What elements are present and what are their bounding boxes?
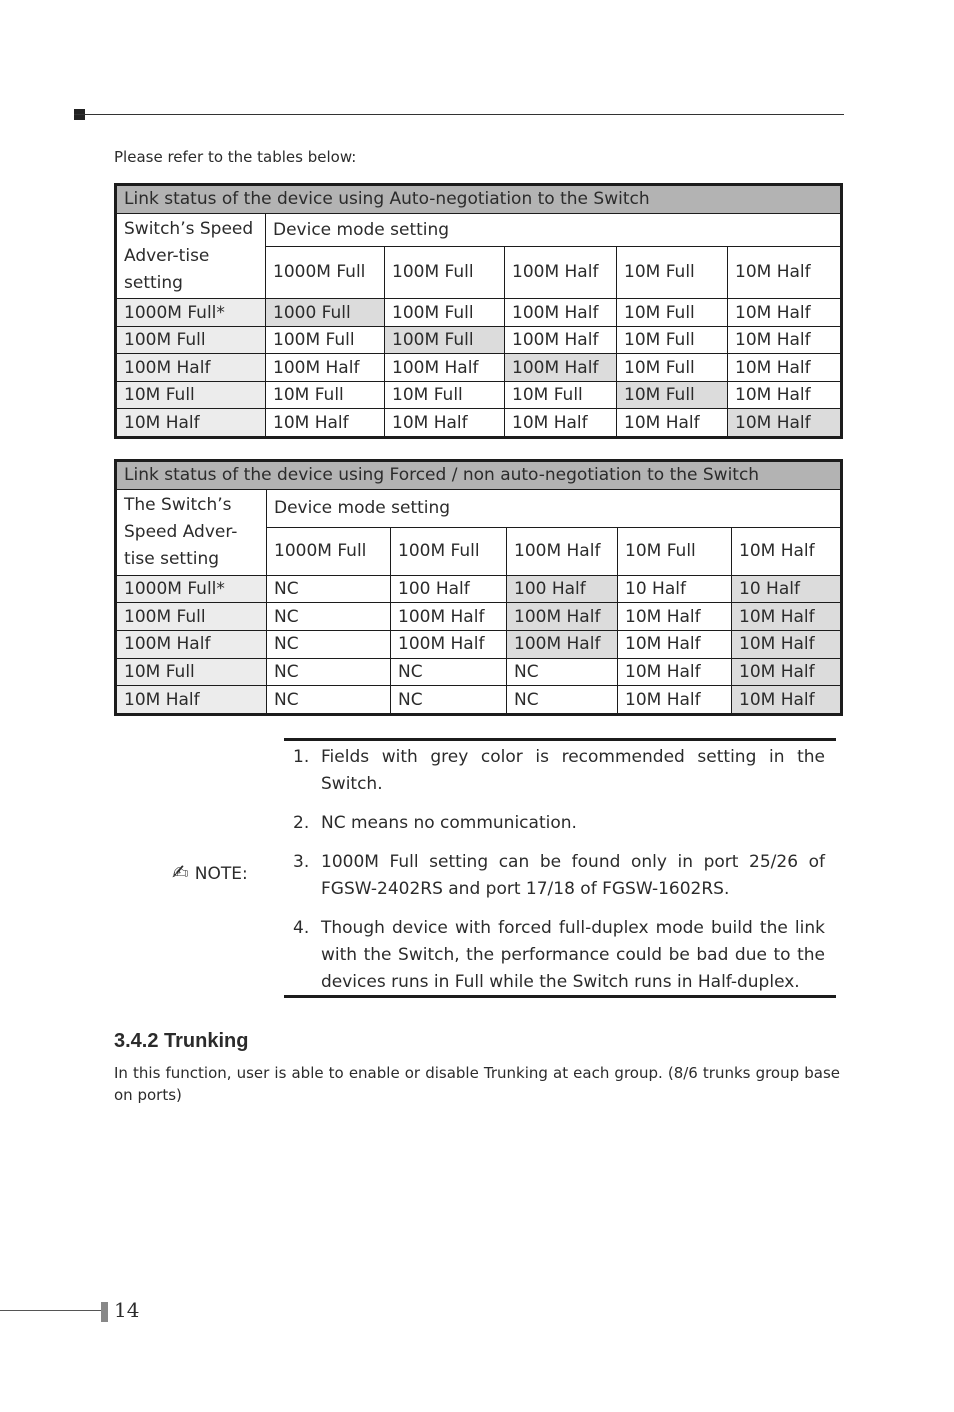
- note-item-number: 3.: [293, 852, 310, 872]
- forced-negotiation-table: [114, 459, 843, 716]
- column-header: 1000M Full: [267, 528, 391, 575]
- table-cell: NC: [267, 686, 391, 715]
- row-header: 1000M Full*: [116, 299, 266, 327]
- table-cell: 10M Full: [617, 354, 728, 382]
- note-item-number: 4.: [293, 918, 310, 938]
- table-cell: 10M Full: [266, 381, 385, 409]
- table-cell: 100M Full: [385, 299, 505, 327]
- column-header: 100M Full: [385, 246, 505, 299]
- list-item: [293, 915, 825, 996]
- table-cell: 10M Full: [505, 381, 617, 409]
- table-cell: 1000 Full: [266, 299, 385, 327]
- table-cell: NC: [507, 686, 618, 715]
- table-cell: 10M Half: [385, 409, 505, 438]
- table-cell: NC: [391, 658, 507, 686]
- note-item-text: Fields with grey color is recommended setting in the Switch.: [321, 747, 825, 794]
- table-cell: 10M Full: [617, 299, 728, 327]
- table-cell: 10M Full: [617, 381, 728, 409]
- note-list: [293, 744, 825, 1008]
- table-row: [116, 575, 842, 603]
- table-cell: 100M Half: [505, 299, 617, 327]
- device-mode-header: Device mode setting: [267, 489, 842, 528]
- note-label: [172, 860, 248, 884]
- row-header: 100M Full: [116, 326, 266, 354]
- table-cell: NC: [507, 658, 618, 686]
- row-header: 10M Half: [116, 686, 267, 715]
- table-cell: 100M Full: [266, 326, 385, 354]
- table-cell: 100M Half: [391, 603, 507, 631]
- table-row: [116, 630, 842, 658]
- table-cell: NC: [267, 658, 391, 686]
- table-cell: 10 Half: [732, 575, 842, 603]
- table-row: [116, 299, 842, 327]
- column-header: 100M Half: [507, 528, 618, 575]
- row-header: 100M Half: [116, 354, 266, 382]
- corner-header: The Switch’s Speed Adver-tise setting: [116, 489, 267, 575]
- note-bottom-rule: [284, 995, 836, 998]
- table-cell: NC: [267, 575, 391, 603]
- table-cell: 100M Half: [505, 326, 617, 354]
- table-row: [116, 326, 842, 354]
- page-number: 14: [114, 1298, 140, 1322]
- table-cell: 100 Half: [391, 575, 507, 603]
- table-cell: 100M Half: [385, 354, 505, 382]
- table-cell: 100M Half: [266, 354, 385, 382]
- list-item: [293, 810, 825, 837]
- table-cell: 10M Half: [732, 686, 842, 715]
- table-cell: 10M Half: [728, 409, 842, 438]
- column-header: 10M Half: [728, 246, 842, 299]
- row-header: 10M Half: [116, 409, 266, 438]
- note-top-rule: [284, 738, 836, 741]
- note-item-text: Though device with forced full-duplex mode build the link with the Switch, the performance could be bad due to the devices runs in Full while the Switch runs in Half-duplex.: [321, 918, 825, 992]
- table-cell: 10M Half: [505, 409, 617, 438]
- table-cell: 10M Half: [617, 409, 728, 438]
- table-cell: NC: [391, 686, 507, 715]
- table-cell: 10M Half: [732, 630, 842, 658]
- row-header: 10M Full: [116, 381, 266, 409]
- column-header: 10M Full: [617, 246, 728, 299]
- note-item-number: 2.: [293, 813, 310, 833]
- table-row: [116, 381, 842, 409]
- note-item-text: NC means no communication.: [321, 813, 577, 833]
- list-item: [293, 849, 825, 903]
- device-mode-header: Device mode setting: [266, 213, 842, 246]
- table-row: [116, 603, 842, 631]
- table-cell: 10M Half: [728, 326, 842, 354]
- table-cell: 10 Half: [618, 575, 732, 603]
- table-cell: 10M Full: [385, 381, 505, 409]
- list-item: [293, 744, 825, 798]
- table-cell: 10M Full: [617, 326, 728, 354]
- note-label-text: NOTE:: [194, 864, 248, 884]
- table-cell: 10M Half: [728, 299, 842, 327]
- corner-header: Switch’s Speed Adver-tise setting: [116, 213, 266, 299]
- table-title: Link status of the device using Forced / non auto-negotiation to the Switch: [116, 461, 842, 490]
- row-header: 1000M Full*: [116, 575, 267, 603]
- column-header: 1000M Full: [266, 246, 385, 299]
- row-header: 100M Half: [116, 630, 267, 658]
- pencil-note-icon: ✍: [172, 860, 189, 884]
- intro-text: Please refer to the tables below:: [114, 148, 357, 166]
- table-row: [116, 354, 842, 382]
- column-header: 100M Half: [505, 246, 617, 299]
- section-body: In this function, user is able to enable or disable Trunking at each group. (8/6 trunks group base on ports): [114, 1064, 840, 1104]
- table-cell: 100M Half: [507, 630, 618, 658]
- column-header: 10M Half: [732, 528, 842, 575]
- table-cell: NC: [267, 630, 391, 658]
- note-item-text: 1000M Full setting can be found only in port 25/26 of FGSW-2402RS and port 17/18 of FGSW-1602RS.: [321, 852, 825, 899]
- row-header: 100M Full: [116, 603, 267, 631]
- header-rule: [74, 114, 844, 115]
- footer-bar-marker: [101, 1302, 108, 1322]
- table-cell: 10M Half: [732, 658, 842, 686]
- table-title: Link status of the device using Auto-negotiation to the Switch: [116, 185, 842, 214]
- table-cell: 10M Half: [732, 603, 842, 631]
- table-cell: 10M Half: [618, 630, 732, 658]
- note-item-number: 1.: [293, 747, 310, 767]
- column-header: 10M Full: [618, 528, 732, 575]
- table-cell: 100M Half: [507, 603, 618, 631]
- table-row: [116, 409, 842, 438]
- table-cell: 10M Half: [618, 686, 732, 715]
- column-header: 100M Full: [391, 528, 507, 575]
- table-row: [116, 658, 842, 686]
- table-cell: 10M Half: [266, 409, 385, 438]
- table-cell: 10M Half: [618, 603, 732, 631]
- table-cell: 10M Half: [728, 354, 842, 382]
- table-cell: 100 Half: [507, 575, 618, 603]
- table-cell: 100M Half: [505, 354, 617, 382]
- table-row: [116, 686, 842, 715]
- table-cell: 10M Half: [728, 381, 842, 409]
- table-cell: 10M Half: [618, 658, 732, 686]
- footer-rule: [0, 1310, 101, 1311]
- table-cell: 100M Full: [385, 326, 505, 354]
- auto-negotiation-table: [114, 183, 843, 439]
- table-cell: NC: [267, 603, 391, 631]
- table-cell: 100M Half: [391, 630, 507, 658]
- row-header: 10M Full: [116, 658, 267, 686]
- section-heading: 3.4.2 Trunking: [114, 1030, 249, 1052]
